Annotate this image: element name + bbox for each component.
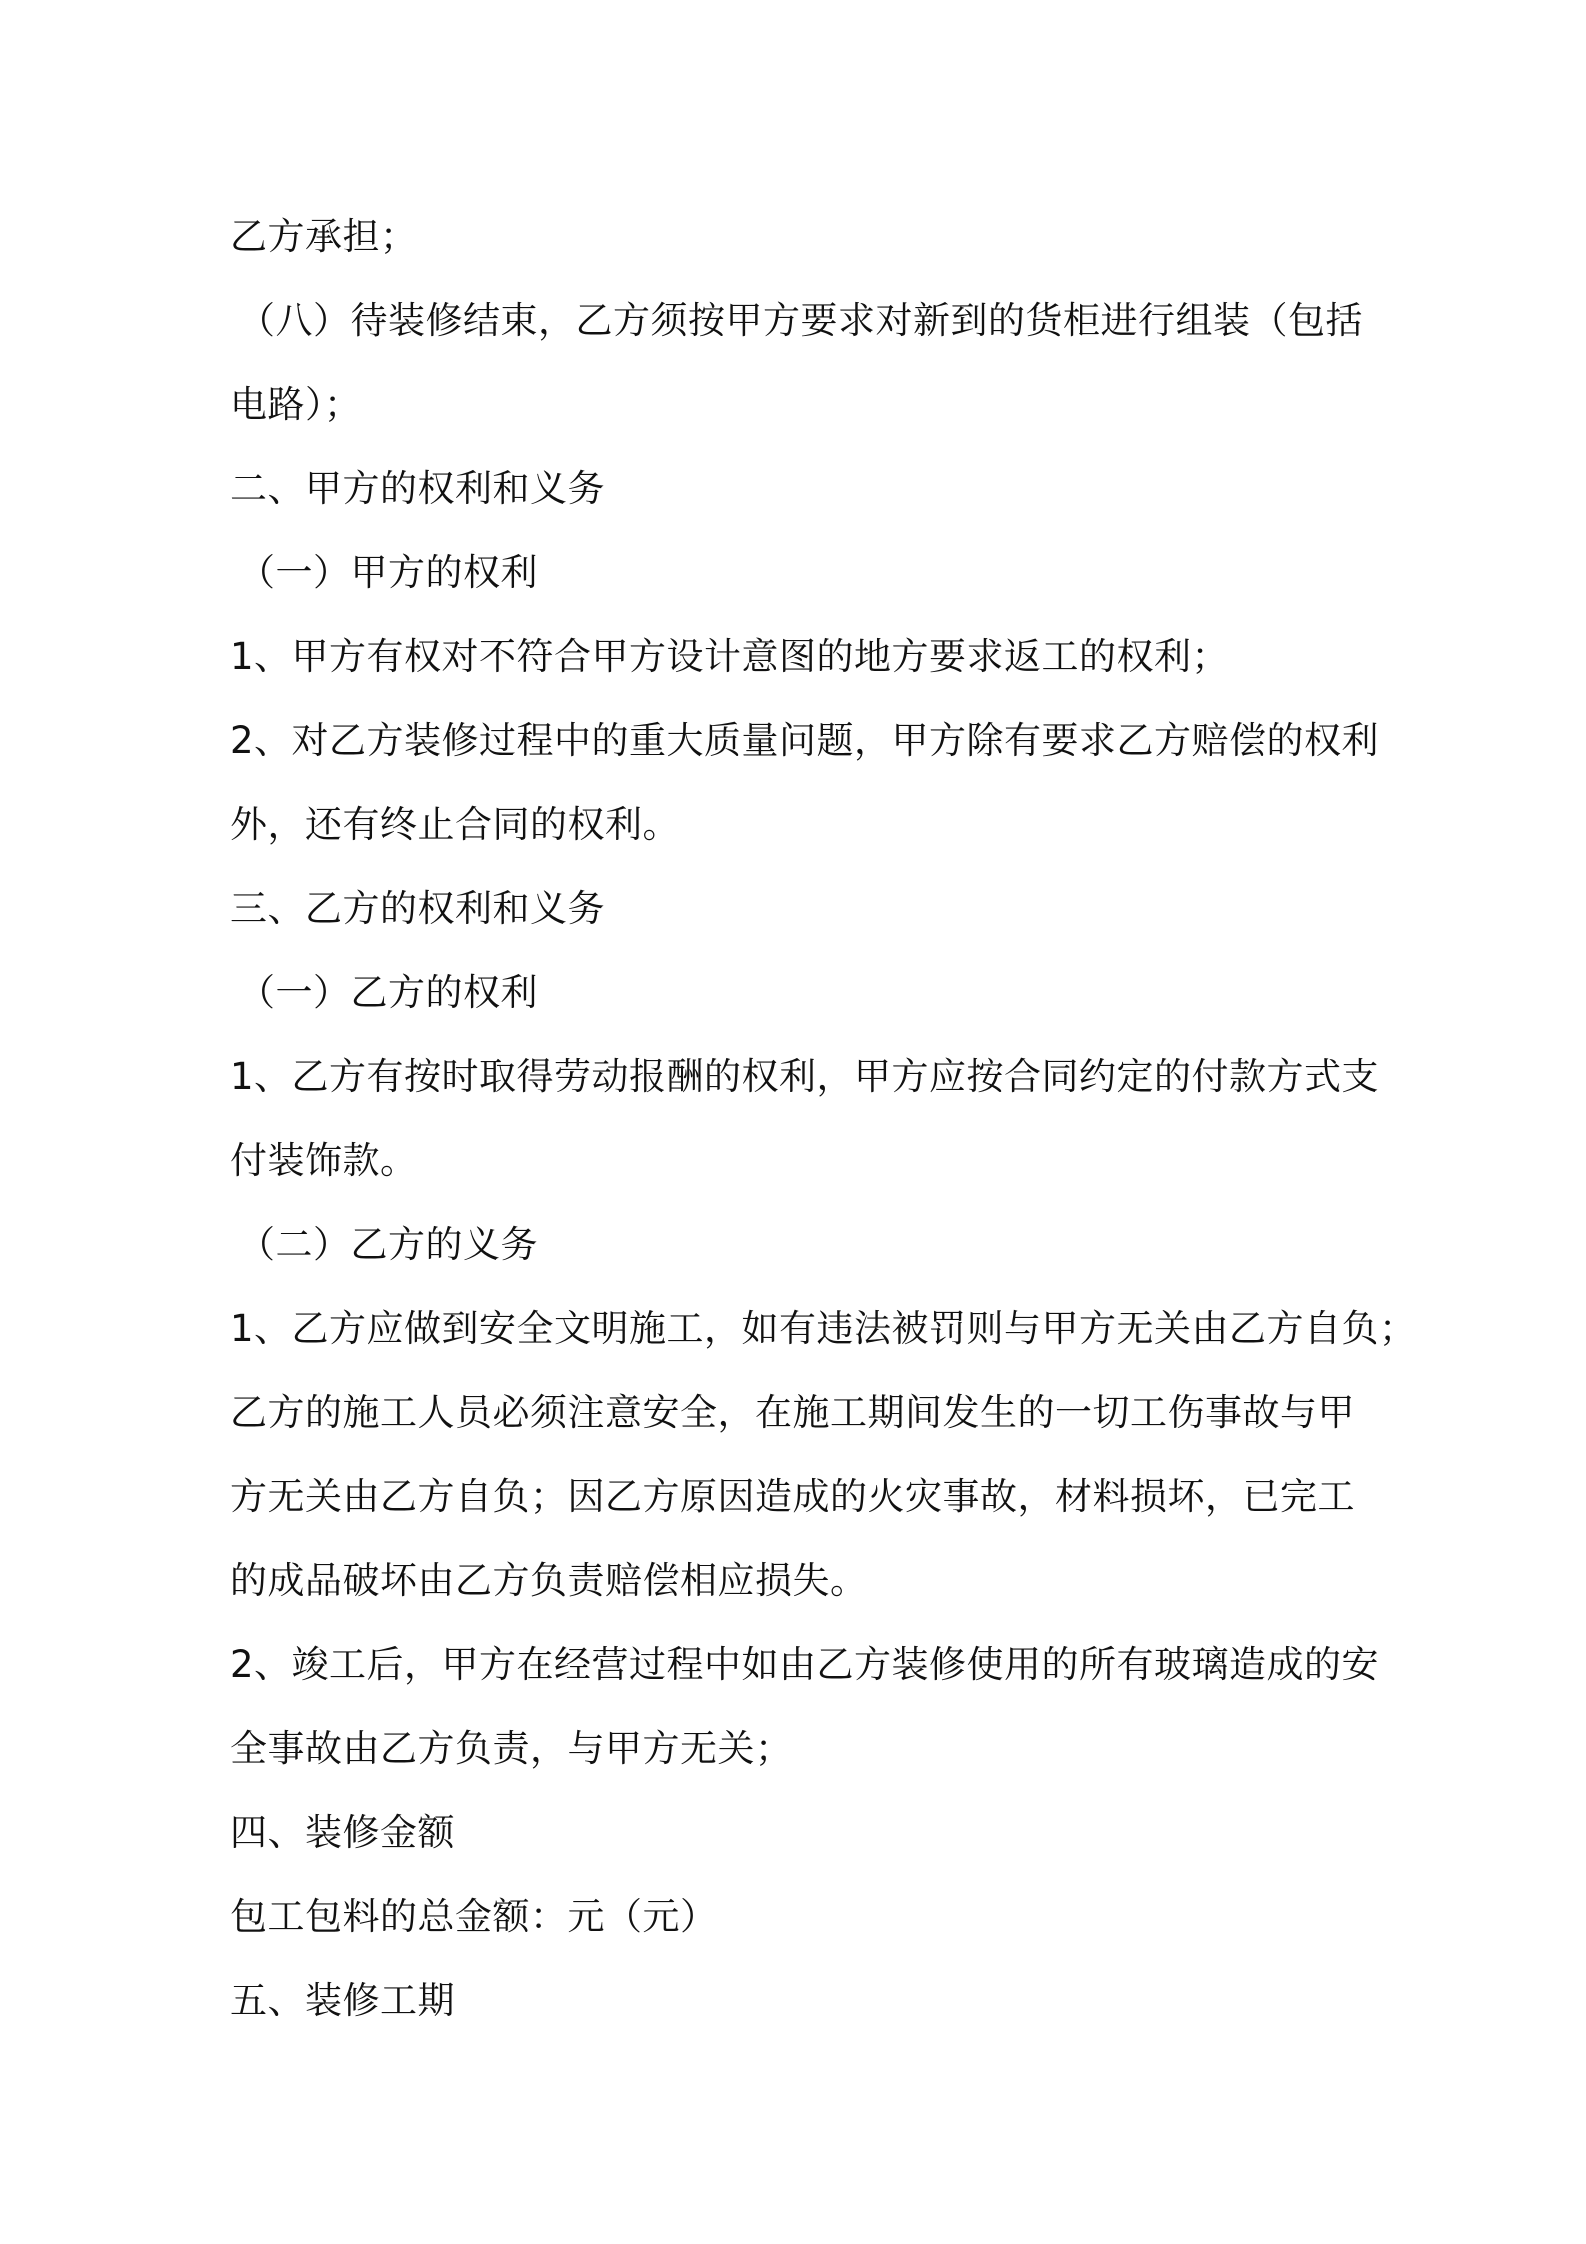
text-line: 1、甲方有权对不符合甲方设计意图的地方要求返工的权利；	[230, 635, 1230, 678]
text-line: 的成品破坏由乙方负责赔偿相应损失。	[230, 1559, 868, 1602]
text-line: 1、乙方应做到安全文明施工，如有违法被罚则与甲方无关由乙方自负；	[230, 1307, 1417, 1350]
document-body	[230, 195, 1417, 2043]
text-line: 乙方的施工人员必须注意安全，在施工期间发生的一切工伤事故与甲	[230, 1391, 1355, 1434]
section-heading: 二、甲方的权利和义务	[230, 467, 605, 510]
text-line: 2、竣工后，甲方在经营过程中如由乙方装修使用的所有玻璃造成的安	[230, 1643, 1380, 1686]
text-line: 包工包料的总金额：元（元）	[230, 1895, 718, 1938]
text-line: （八）待装修结束，乙方须按甲方要求对新到的货柜进行组装（包括	[238, 299, 1363, 342]
subsection-heading: （二）乙方的义务	[238, 1223, 538, 1266]
subsection-heading: （一）甲方的权利	[238, 551, 538, 594]
text-line: 1、乙方有按时取得劳动报酬的权利，甲方应按合同约定的付款方式支	[230, 1055, 1380, 1098]
text-line: 方无关由乙方自负；因乙方原因造成的火灾事故，材料损坏，已完工	[230, 1475, 1355, 1518]
text-line: 外，还有终止合同的权利。	[230, 803, 680, 846]
text-line: 全事故由乙方负责，与甲方无关；	[230, 1727, 793, 1770]
text-line: 付装饰款。	[230, 1139, 418, 1182]
text-line: 乙方承担；	[230, 215, 418, 258]
subsection-heading: （一）乙方的权利	[238, 971, 538, 1014]
text-line: 电路）；	[230, 383, 362, 426]
section-heading: 四、装修金额	[230, 1811, 455, 1854]
section-heading: 三、乙方的权利和义务	[230, 887, 605, 930]
section-heading: 五、装修工期	[230, 1979, 455, 2022]
text-line: 2、对乙方装修过程中的重大质量问题，甲方除有要求乙方赔偿的权利	[230, 719, 1380, 762]
